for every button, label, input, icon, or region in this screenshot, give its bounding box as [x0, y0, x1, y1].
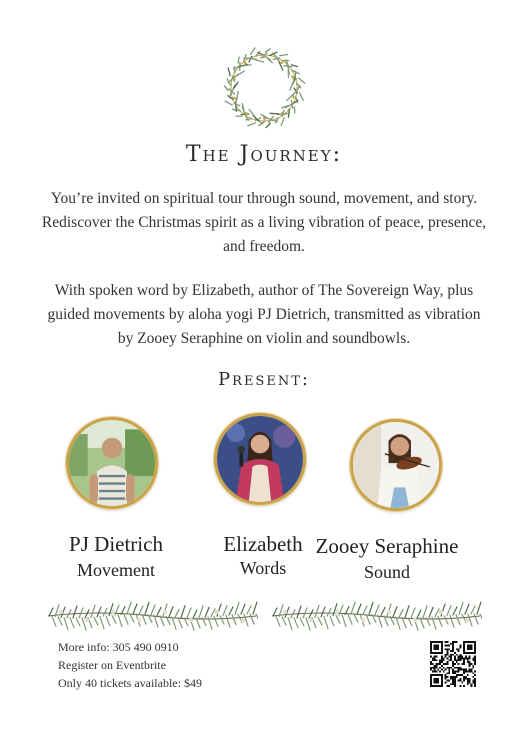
- portrait-zooey-seraphine: [353, 422, 439, 508]
- performer-name-pj-dietrich: PJ Dietrich: [69, 532, 163, 556]
- performer-name-zooey-seraphine: Zooey Seraphine: [315, 534, 459, 558]
- performer-name-elizabeth: Elizabeth: [223, 532, 303, 556]
- avatar-zooey-seraphine: [350, 419, 442, 511]
- page-title: The Journey:: [185, 142, 343, 167]
- credits-paragraph: With spoken word by Elizabeth, author of The Sovereign Way, plus guided movements by aloha yogi PJ Dietrich, transmitted as vibration by Zooey Seraphine on violin and soundbowls.: [47, 282, 481, 347]
- performer-role-zooey-seraphine: Sound: [363, 562, 410, 582]
- garland-left: [46, 600, 258, 632]
- portrait-pj-dietrich: [69, 420, 155, 506]
- performer-role-elizabeth: Words: [239, 558, 287, 578]
- event-info: [58, 638, 202, 692]
- wreath-icon: [216, 40, 312, 136]
- info-phone: More info: 305 490 0910: [58, 640, 179, 654]
- garland-right: [270, 600, 482, 632]
- avatar-pj-dietrich: [66, 417, 158, 509]
- info-tickets: Only 40 tickets available: $49: [58, 676, 202, 690]
- portrait-elizabeth: [217, 416, 303, 502]
- present-heading: Present:: [218, 369, 310, 390]
- qr-code-icon[interactable]: [430, 641, 476, 687]
- info-register: Register on Eventbrite: [58, 658, 166, 672]
- performer-role-pj-dietrich: Movement: [77, 560, 155, 580]
- avatar-elizabeth: [214, 413, 306, 505]
- intro-paragraph: You’re invited on spiritual tour through sound, movement, and story. Rediscover the Christmas spirit as a living vibration of peace, presence, and freedom.: [41, 190, 487, 255]
